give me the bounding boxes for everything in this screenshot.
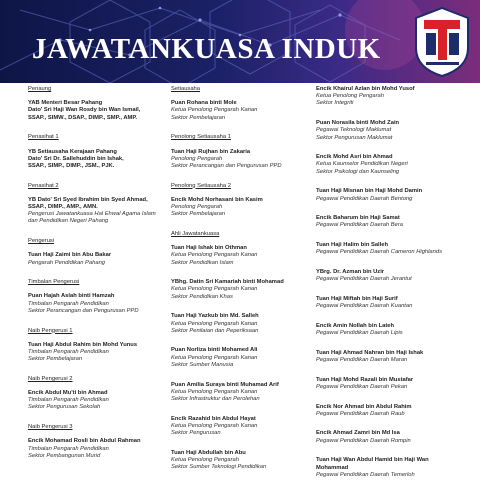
member-name: Dato' Sri Haji Wan Rosdy bin Wan Ismail, <box>28 107 141 114</box>
member-position: Timbalan Pengarah Pendidikan <box>28 348 109 355</box>
member-position: Sektor Psikologi dan Kaunseling <box>316 168 400 175</box>
member-name: YB Dato' Sri Syed Ibrahim bin Syed Ahmad, <box>28 196 148 203</box>
role-heading: Naib Pengerusi 1 <box>28 327 73 334</box>
member-name: Tuan Haji Abdullah bin Abu <box>171 449 246 456</box>
member-entry <box>316 296 476 310</box>
member-position: Timbalan Pengarah Pendidikan <box>28 397 109 404</box>
member-entry <box>316 377 476 391</box>
member-name: Tuan Haji Misnan bin Haji Mohd Damin <box>316 188 423 195</box>
member-name: Mohammad <box>316 464 349 471</box>
member-entry <box>316 242 476 256</box>
member-position: Sektor Perancangan dan Pengurusan PPD <box>171 162 282 169</box>
member-name: Tuan Haji Yazkub bin Md. Salleh <box>171 313 259 320</box>
member-position: Ketua Penolong Pengarah Kanan <box>171 422 258 429</box>
member-entry <box>171 279 307 301</box>
member-position: Pegawai Pendidikan Daerah Kuantan <box>316 303 413 310</box>
member-entry <box>28 424 168 460</box>
member-position: Sektor Sumber Teknologi Pendidikan <box>171 464 267 471</box>
member-name: Puan Rohana binti Mole <box>171 100 237 107</box>
member-position: Sektor Pengurusan Sekolah <box>28 404 101 411</box>
member-position: Ketua Penolong Pengarah Kanan <box>171 107 258 114</box>
member-entry <box>316 86 476 108</box>
role-heading: Naib Pengerusi 3 <box>28 424 73 431</box>
member-entry <box>171 134 307 170</box>
member-position: Ketua Penolong Pengarah Kanan <box>171 354 258 361</box>
member-position: Pegawai Pendidikan Daerah Jerantut <box>316 276 412 283</box>
member-position: Pegawai Pendidikan Daerah Bentong <box>316 195 413 202</box>
member-position: Pegawai Pendidikan Daerah Lipis <box>316 330 403 337</box>
member-position: Ketua Penolong Pengarah <box>316 93 385 100</box>
member-entry <box>316 154 476 176</box>
member-name: Tuan Haji Ishak bin Othman <box>171 245 247 252</box>
member-name: Dato' Sri Dr. Sallehuddin bin Ishak, <box>28 155 124 162</box>
member-entry <box>316 323 476 337</box>
member-entry <box>28 376 168 412</box>
member-entry <box>316 430 476 444</box>
member-name: SSAP., SIMW., DSAP., DIMP., SMP., AMP. <box>28 114 138 121</box>
member-position: Pegawai Pendidikan Daerah Maran <box>316 356 408 363</box>
member-name: Tuan Haji Wan Abdul Hamid bin Haji Wan <box>316 457 429 464</box>
member-entry <box>316 188 476 202</box>
member-position: Sektor Pembangunan Murid <box>28 452 101 459</box>
role-heading: Timbalan Pengerusi <box>28 279 80 286</box>
member-name: Tuan Haji Zaimi bin Abu Bakar <box>28 252 112 259</box>
role-heading: Naib Pengerusi 2 <box>28 375 73 382</box>
member-position: Sektor Pembelajaran <box>171 114 226 121</box>
page-title: JAWATANKUASA INDUK <box>32 33 381 65</box>
member-position: Ketua Penolong Pengarah Kanan <box>171 252 258 259</box>
member-entry <box>171 313 307 335</box>
member-name: YB Setiausaha Kerajaan Pahang <box>28 148 117 155</box>
member-entry <box>316 269 476 283</box>
header-banner <box>0 0 480 83</box>
member-position: Sektor Pendidikan Islam <box>171 259 234 266</box>
member-position: Penolong Pengarah <box>171 204 223 211</box>
member-position: Pegawai Pendidikan Daerah Rompin <box>316 437 411 444</box>
member-entry <box>171 450 307 472</box>
member-position: Pegawai Pendidikan Daerah Pekan <box>316 383 408 390</box>
member-entry <box>316 215 476 229</box>
member-position: Pengerusi Jawatankuasa Hal Ehwal Agama Islam <box>28 211 156 218</box>
member-position: Sektor Pembelajaran <box>171 211 226 218</box>
member-name: Tuan Haji Miftah bin Haji Surif <box>316 295 398 302</box>
member-position: Sektor Infrastruktur dan Perolehan <box>171 395 260 402</box>
member-name: Encik Mohamad Rosli bin Abdul Rahman <box>28 438 141 445</box>
member-position: Pegawai Pendidikan Daerah Temerloh <box>316 471 415 478</box>
member-position: Ketua Penolong Pengarah Kanan <box>171 286 258 293</box>
role-heading: Penasihat 2 <box>28 182 59 189</box>
member-entry <box>316 350 476 364</box>
role-heading: Ahli Jawatankuasa <box>171 230 220 237</box>
member-position: Sektor Pengurusan <box>171 430 221 437</box>
member-name: Tuan Haji Ahmad Nahran bin Haji Ishak <box>316 349 424 356</box>
member-name: Encik Mohd Norhasani bin Kasim <box>171 196 263 203</box>
member-name: Tuan Haji Halim bin Salleh <box>316 242 389 249</box>
member-position: Ketua Penolong Pengarah Kanan <box>171 320 258 327</box>
member-entry <box>171 231 307 267</box>
member-position: Sektor Pembelajaran <box>28 356 83 363</box>
member-position: Ketua Kaunselor Pendidikan Negeri <box>316 161 408 168</box>
member-name: Encik Nor Ahmad bin Abdul Rahim <box>316 403 412 410</box>
member-position: Sektor Integriti <box>316 100 354 107</box>
column-2 <box>171 86 307 484</box>
member-position: Pegawai Pendidikan Daerah Bera <box>316 222 404 229</box>
member-name: Encik Ahmad Zamri bin Md Isa <box>316 430 400 437</box>
role-heading: Setiausaha <box>171 86 201 92</box>
member-position: Pegawai Pendidikan Daerah Cameron Highlands <box>316 249 442 256</box>
member-name: YAB Menteri Besar Pahang <box>28 100 103 107</box>
member-name: Puan Hajah Aslah binti Hamzah <box>28 293 115 300</box>
member-position: Sektor Pendidikan Khas <box>171 293 233 300</box>
member-name: Encik Amin Nollah bin Lateh <box>316 322 395 329</box>
member-name: Tuan Haji Mohd Razali bin Mustafar <box>316 376 414 383</box>
member-entry <box>171 382 307 404</box>
member-name: Tuan Haji Abdul Rahim bin Mohd Yunus <box>28 341 138 348</box>
member-entry <box>171 183 307 219</box>
member-entry <box>28 134 168 170</box>
member-entry <box>171 347 307 369</box>
column-3 <box>316 86 476 492</box>
member-name: Encik Mohd Asri bin Ahmad <box>316 154 393 161</box>
member-position: Pegawai Pendidikan Daerah Raub <box>316 410 405 417</box>
member-entry <box>28 183 168 226</box>
member-name: Puan Amilia Suraya binti Muhamad Arif <box>171 381 279 388</box>
role-heading: Penasihat 1 <box>28 134 59 141</box>
role-heading: Pengerusi <box>28 238 55 245</box>
member-position: Timbalan Pengarah Pendidikan <box>28 300 109 307</box>
member-position: Pegawai Teknologi Maklumat <box>316 127 392 134</box>
member-name: Encik Khairul Azlan bin Mohd Yusof <box>316 86 415 92</box>
member-name: SSAP., SIMP., DIMP., JSM., PJK. <box>28 162 115 169</box>
member-name: SSAP., DIMP., AMP., AMN. <box>28 204 98 211</box>
member-position: Sektor Penilaian dan Peperiksaan <box>171 327 259 334</box>
member-position: Sektor Sumber Manusia <box>171 361 234 368</box>
member-name: Encik Razahid bin Abdul Hayat <box>171 415 256 422</box>
member-position: Pengarah Pendidikan Pahang <box>28 259 106 266</box>
member-position: Ketua Penolong Pengarah <box>171 457 240 463</box>
member-entry <box>28 328 168 364</box>
member-position: Sektor Perancangan dan Pengurusan PPD <box>28 307 139 314</box>
member-name: Tuan Haji Rujhan bin Zakaria <box>171 148 251 155</box>
member-position: Ketua Penolong Pengarah Kanan <box>171 388 258 395</box>
member-position: Timbalan Pengarah Pendidikan <box>28 445 109 452</box>
role-heading: Penolong Setiausaha 1 <box>171 134 231 141</box>
member-entry <box>28 279 168 315</box>
member-name: YBhg. Datin Sri Kamariah binti Mohamad <box>171 279 284 286</box>
member-entry <box>316 120 476 142</box>
member-entry <box>28 86 168 122</box>
member-position: Penolong Pengarah <box>171 155 223 162</box>
member-position: dan Pendidikan Negeri Pahang <box>28 218 109 225</box>
member-name: Puan Norliza binti Mohamed Ali <box>171 347 258 354</box>
ministry-logo-icon <box>412 6 472 78</box>
member-entry <box>316 457 476 479</box>
member-entry <box>171 86 307 122</box>
member-name: YBrg. Dr. Azman bin Uzir <box>316 269 385 276</box>
member-name: Puan Norasila binti Mohd Zain <box>316 120 400 127</box>
member-name: Encik Baharum bin Haji Samat <box>316 215 400 222</box>
member-entry <box>28 238 168 267</box>
member-entry <box>316 404 476 418</box>
member-position: Sektor Pengurusan Maklumat <box>316 134 393 141</box>
role-heading: Penolong Setiausaha 2 <box>171 182 231 189</box>
column-1 <box>28 86 168 473</box>
role-heading: Penaung <box>28 86 52 92</box>
member-entry <box>171 416 307 438</box>
member-name: Encik Abdul Mu'ti bin Ahmad <box>28 390 108 397</box>
